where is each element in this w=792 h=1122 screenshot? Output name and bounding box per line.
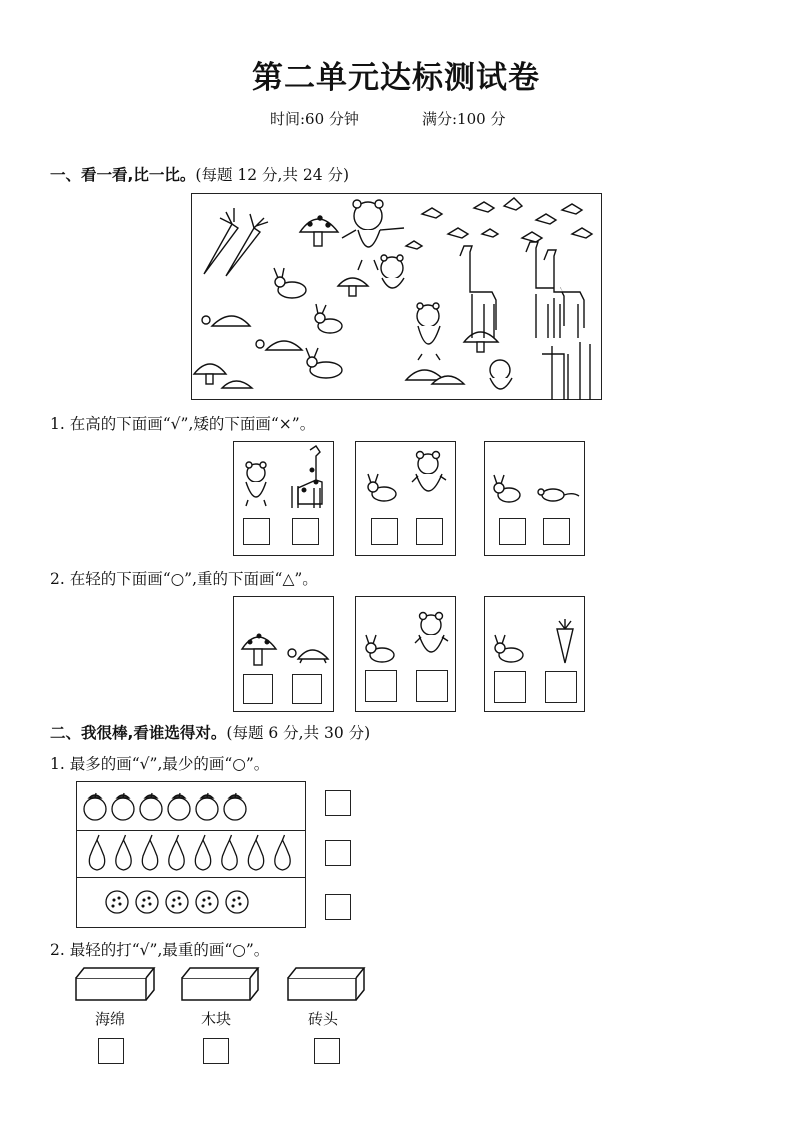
- pear-icon: [116, 835, 131, 870]
- rabbit-icon: [366, 635, 394, 662]
- section-2-heading: [50, 721, 370, 743]
- pear-icon: [169, 835, 184, 870]
- orange-row-answer-box[interactable]: [325, 894, 351, 920]
- answer-box[interactable]: [365, 670, 397, 702]
- rabbit-icon: [368, 474, 396, 501]
- carrot-icon: [557, 619, 573, 663]
- brick-answer-box[interactable]: [314, 1038, 340, 1064]
- apple-icon: [84, 793, 106, 820]
- orange-icon: [136, 891, 158, 913]
- rabbit-icon: [495, 635, 523, 662]
- answer-box[interactable]: [292, 674, 322, 704]
- pear-icon: [248, 835, 263, 870]
- pear-icon: [222, 835, 237, 870]
- carrot-icon: [204, 208, 268, 276]
- scene-drawing: [192, 194, 603, 401]
- section-2-question-2: 2. 最轻的打“√”,最重的画“○”。: [50, 941, 270, 959]
- apple-icon: [224, 793, 246, 820]
- bear-icon: [415, 613, 448, 653]
- pear-icon: [89, 835, 104, 870]
- section-2-note: (每题 6 分,共 30 分): [226, 724, 371, 742]
- section-1-note: (每题 12 分,共 24 分): [195, 166, 350, 184]
- mouse-icon: [538, 489, 579, 501]
- bird-icon: [406, 198, 592, 249]
- section-1-question-1: 1. 在高的下面画“√”,矮的下面画“×”。: [50, 415, 316, 433]
- answer-box[interactable]: [416, 518, 443, 545]
- orange-icon: [196, 891, 218, 913]
- wood-block-label: 木块: [201, 1010, 232, 1028]
- rabbit-icon: [274, 268, 342, 378]
- rabbit-icon: [494, 475, 520, 502]
- fruit-comparison-table: [76, 781, 306, 928]
- answer-box[interactable]: [543, 518, 570, 545]
- orange-icon: [166, 891, 188, 913]
- section-1-title: 一、看一看,比一比。: [50, 166, 196, 184]
- turtle-icon: [288, 649, 328, 663]
- pear-row-answer-box[interactable]: [325, 840, 351, 866]
- q1-group-2: [355, 441, 456, 556]
- orange-icon: [106, 891, 128, 913]
- brick-label: 砖头: [308, 1010, 339, 1028]
- q2-group-1: [233, 596, 334, 712]
- answer-box[interactable]: [243, 674, 273, 704]
- answer-box[interactable]: [494, 671, 526, 703]
- apple-icon: [112, 793, 134, 820]
- bear-icon: [246, 462, 266, 506]
- answer-box[interactable]: [545, 671, 577, 703]
- block-icon: [76, 968, 154, 1000]
- apple-icon: [196, 793, 218, 820]
- fruit-rows-drawing: [77, 782, 305, 927]
- section-1-question-2: 2. 在轻的下面画“○”,重的下面画“△”。: [50, 570, 318, 588]
- q2-group-2: [355, 596, 456, 712]
- section-2-title: 二、我很棒,看谁选得对。: [50, 724, 227, 742]
- q1-group-1: [233, 441, 334, 556]
- apple-icon: [168, 793, 190, 820]
- giraffe-icon: [292, 446, 322, 508]
- animal-scene-picture: [191, 193, 602, 400]
- apple-row-answer-box[interactable]: [325, 790, 351, 816]
- q1-group-3: [484, 441, 585, 556]
- time-limit: 时间:60 分钟: [270, 110, 359, 128]
- turtle-icon: [202, 316, 302, 350]
- pear-icon: [275, 835, 290, 870]
- pear-icon: [195, 835, 210, 870]
- apple-icon: [140, 793, 162, 820]
- orange-icon: [226, 891, 248, 913]
- pear-icon: [142, 835, 157, 870]
- answer-box[interactable]: [371, 518, 398, 545]
- section-1-heading: [50, 163, 349, 185]
- block-icon: [288, 968, 364, 1000]
- answer-box[interactable]: [416, 670, 448, 702]
- sponge-label: 海绵: [95, 1010, 126, 1028]
- sponge-answer-box[interactable]: [98, 1038, 124, 1064]
- mushroom-icon: [194, 216, 498, 388]
- block-icon: [182, 968, 258, 1000]
- mushroom-icon: [242, 634, 276, 665]
- page-title: 第二单元达标测试卷: [252, 60, 540, 96]
- section-2-question-1: 1. 最多的画“√”,最少的画“○”。: [50, 755, 270, 773]
- bear-icon: [412, 452, 446, 492]
- answer-box[interactable]: [499, 518, 526, 545]
- wood-block-answer-box[interactable]: [203, 1038, 229, 1064]
- full-score: 满分:100 分: [422, 110, 506, 128]
- q2-group-3: [484, 596, 585, 712]
- answer-box[interactable]: [243, 518, 270, 545]
- answer-box[interactable]: [292, 518, 319, 545]
- giraffe-icon: [460, 242, 590, 400]
